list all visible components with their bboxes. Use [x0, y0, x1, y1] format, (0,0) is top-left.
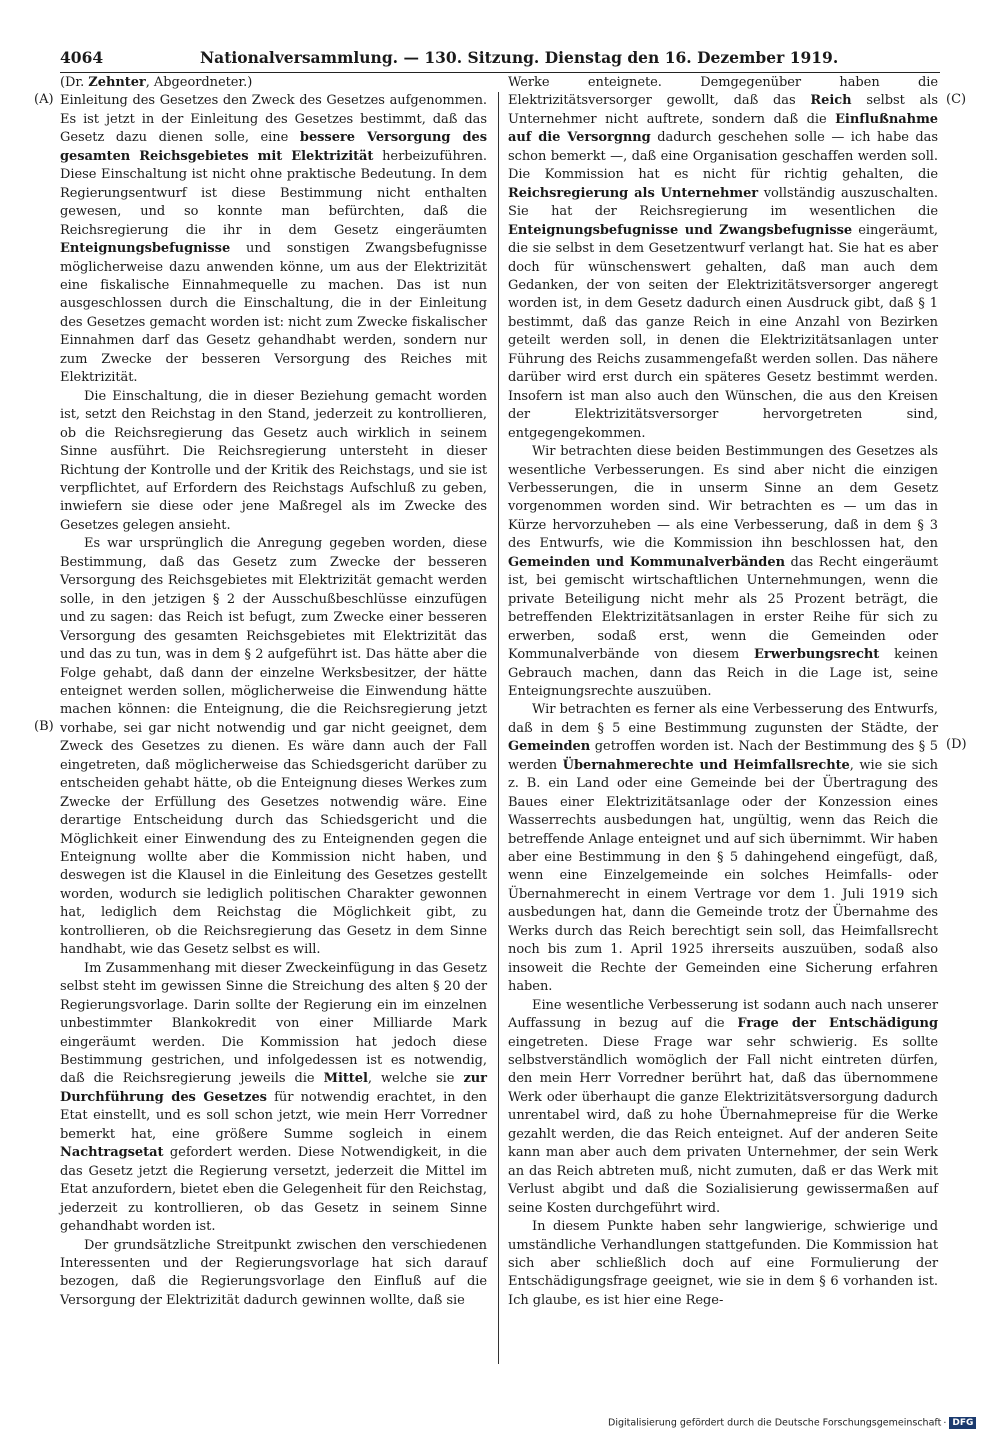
paragraph	[508, 1218, 938, 1310]
paragraph	[60, 388, 487, 536]
right-column	[508, 74, 938, 1310]
bold-phrase: Mittel	[323, 1071, 368, 1087]
paragraph	[508, 74, 938, 443]
paragraph	[60, 535, 487, 959]
bold-phrase: Frage der Entschädigung	[737, 1016, 938, 1032]
left-column	[60, 74, 487, 1310]
text-run: und sonstigen Zwangsbefugnisse möglicherweise dazu anwenden könne, um aus der Elektrizität eine fiskalische Einnahmequelle zu machen. Das ist nun ausgeschlossen durch die Einschaltung, die in der Einleitung des Gesetzes gemacht worden ist: nicht zum Zwecke fiskalischer Einnahmen darf das Gesetz gehandhabt werden, sondern nur zum Zwecke der besseren Versorgung des Reiches mit Elektrizität.	[60, 241, 487, 386]
text-run: , Abgeordneter.)	[145, 75, 253, 90]
bold-phrase: Reichsregierung als Unternehmer	[508, 185, 759, 201]
page-number: 4064	[60, 48, 104, 67]
text-run: Wir betrachten diese beiden Bestimmungen des Gesetzes als wesentliche Verbesserungen. Es sind aber nicht die einzigen Verbesserungen, die in unserm Sinne an dem Gesetz vorgenommen worden sind. Wir betrachten es — um das in Kürze hervorzuheben — als eine Verbesserung, daß in dem § 3 des Entwurfs, wie die Kommission ihn beschlossen hat, den	[508, 444, 938, 552]
bold-phrase: zur Durchführung des Gesetzes	[60, 1071, 487, 1105]
text-run: , welche sie	[367, 1071, 464, 1087]
running-head: Nationalversammlung. — 130. Sitzung. Dienstag den 16. Dezember 1919.	[200, 48, 839, 67]
bold-phrase: Zehnter	[88, 75, 146, 90]
text-run: Es war ursprünglich die Anregung gegeben worden, diese Bestimmung, daß das Gesetz zum Zwecke der besseren Versorgung des Reichsgebietes mit Elektrizität gemacht werden solle, in den jetzigen § 2 der Ausschußbeschlüsse einzufügen und zu sagen: das Reich ist befugt, zum Zwecke einer besseren Versorgung des gesamten Reichsgebietes mit Elektrizität das und das zu tun, was in dem § 2 aufgeführt ist. Das hätte aber die Folge gehabt, daß dann der einzelne Werksbesitzer, der hätte enteignet werden sollen, möglicherweise die Einwendung hätte machen können: die Enteignung, die die Reichsregierung jetzt vorhabe, sei gar nicht notwendig und gar nicht geeignet, dem Zweck des Gesetzes zu dienen. Es wäre dann auch der Fall eingetreten, daß möglicherweise das Schiedsgericht darüber zu entscheiden gehabt hätte, ob die Enteignung dieses Werkes zum Zwecke der Erfüllung des Gesetzes notwendig wäre. Eine derartige Entscheidung durch das Schiedsgericht und die Möglichkeit einer Einwendung des zu Enteignenden gegen die Enteignung wollte aber die Kommission nicht haben, und deswegen ist die Klausel in die Einleitung des Gesetzes gestellt worden, wodurch sie lediglich politischen Charakter gewonnen hat, lediglich dem Reichstag die Möglichkeit gibt, zu kontrollieren, ob die Reichsregierung das Gesetz in dem Sinne handhabt, wie das Gesetz selbst es will.	[60, 536, 487, 958]
column-divider	[498, 92, 499, 1364]
footer-text: Digitalisierung gefördert durch die Deutsche Forschungsgemeinschaft	[608, 1417, 942, 1429]
text-run: In diesem Punkte haben sehr langwierige, schwierige und umständliche Verhandlungen stattgefunden. Die Kommission hat sich aber schließlich doch auf eine Formulierung der Entschädigungsfrage geeignet, wie sie in dem § 6 vorhanden ist. Ich glaube, es ist hier eine Rege-	[508, 1219, 938, 1308]
bold-phrase: Nachtragsetat	[60, 1145, 164, 1161]
text-run: vollständig auszuschalten. Sie hat der Reichsregierung im wesentlichen die	[508, 185, 938, 220]
text-run: eingeräumt, die sie selbst in dem Gesetzentwurf verlangt hat. Sie hat es aber doch für wünschenswert gehalten, daß man auch dem Gedanken, der von seiten der Elektrizitätsversorger angeregt worden ist, in dem Gesetz dadurch einen Ausdruck gibt, daß § 1 bestimmt, daß das ganze Reich in eine Anzahl von Bezirken geteilt werden soll, in denen die Elektrizitätsanlagen unter Führung des Reichs zusammengefaßt werden sollen. Das nähere darüber wird erst durch ein späteres Gesetz bestimmt werden. Insofern ist man also auch den Wünschen, die aus den Kreisen der Elektrizitätsversorger hervorgetreten sind, entgegengekommen.	[508, 222, 938, 441]
margin-mark-b: (B)	[34, 719, 54, 734]
text-run: gefordert werden. Diese Notwendigkeit, in die das Gesetz jetzt die Regierung versetzt, jederzeit die Mittel im Etat anzufordern, bietet eben die Gelegenheit für den Reichstag, jederzeit zu kontrollieren, ob das Gesetz in seinem Sinne gehandhabt worden ist.	[60, 1145, 487, 1235]
margin-mark-a: (A)	[34, 92, 54, 107]
bold-phrase: Reich	[810, 93, 852, 109]
bold-phrase: Gemeinden	[508, 739, 591, 755]
bold-phrase: Enteignungsbefugnisse und Zwangsbefugnisse	[508, 222, 853, 238]
text-run: Einleitung des Gesetzes den Zweck des Gesetzes aufgenommen. Es ist jetzt in der Einleitung des Gesetzes bestimmt, daß das Gesetz dazu dienen solle, eine	[60, 93, 487, 146]
text-run: getroffen worden ist. Nach der Bestimmung des § 5 werden	[508, 739, 938, 773]
header-rule	[60, 72, 940, 73]
text-run: Eine wesentliche Verbesserung ist sodann auch nach unserer Auffassung in bezug auf die	[508, 997, 938, 1032]
paragraph	[508, 701, 938, 996]
bold-phrase: Einflußnahme auf die Versorgnng	[508, 111, 938, 146]
text-run: dadurch geschehen solle — ich habe das schon bemerkt —, daß eine Organisation geschaffen werden soll. Die Kommission hat es nicht für richtig gehalten, die	[508, 130, 938, 183]
text-run: keinen Gebrauch machen, dann das Reich in die Lage ist, seine Enteignungsrechte auszuüben.	[508, 647, 939, 699]
digitization-footer: Digitalisierung gefördert durch die Deutsche Forschungsgemeinschaft · DFG	[608, 1417, 988, 1431]
page-header	[60, 48, 940, 70]
text-run: Die Einschaltung, die in dieser Beziehung gemacht worden ist, setzt den Reichstag in den Stand, jederzeit zu kontrollieren, ob die Reichsregierung das Gesetz auch wirklich in seinem Sinne ausführt. Die Reichsregierung untersteht in dieser Richtung der Kontrolle und der Kritik des Reichstags, und sie ist verpflichtet, auf Erfordern des Reichstags Aufschluß zu geben, inwiefern sie diese oder jene Maßregel als im Zwecke des Gesetzes gelegen ansieht.	[60, 388, 487, 533]
bold-phrase: bessere Versorgung des gesamten Reichsgebietes mit Elektrizität	[60, 130, 487, 164]
text-run: Der grundsätzliche Streitpunkt zwischen den verschiedenen Interessenten und der Regierungsvorlage hat sich darauf bezogen, daß die Regierungsvorlage den Einfluß auf die Versorgung der Elektrizität dadurch gewinnen wollte, daß sie	[60, 1237, 487, 1308]
text-run: Werke enteignete. Demgegenüber haben die Elektrizitätsversorger gewollt, daß das	[508, 75, 938, 109]
text-run: (Dr.	[60, 75, 89, 90]
margin-mark-c: (C)	[946, 92, 967, 107]
paragraph	[60, 960, 487, 1237]
text-run: eingetreten. Diese Frage war sehr schwierig. Es sollte selbstverständlich womöglich der Fall nicht eintreten dürfen, den mein Herr Vorredner berührt hat, daß das übernommene Werk oder überhaupt die ganze Elektrizitätsversorgung dadurch unrentabel wird, daß zu hohe Übernahmepreise für die Werke gezahlt werden, die das Reich enteignet. Auf der anderen Seite kann man aber auch dem privaten Unternehmer, der sein Werk an das Reich abtreten muß, nicht zumuten, daß er das Werk mit Verlust abgibt und daß die Sozialisierung gewissermaßen auf seine Kosten durchgeführt wird.	[508, 1034, 938, 1216]
text-run: für notwendig erachtet, in den Etat einstellt, und es soll schon jetzt, wie mein Herr Vorredner bemerkt hat, eine größere Summe sogleich in einem	[60, 1089, 487, 1142]
text-run: selbst als Unternehmer nicht auftrete, sondern daß die	[508, 93, 938, 127]
paragraph	[508, 997, 938, 1218]
paragraph	[60, 92, 487, 387]
bold-phrase: Übernahmerechte und Heimfallsrechte	[562, 757, 850, 773]
bold-phrase: Gemeinden und Kommunalverbänden	[508, 554, 785, 570]
bold-phrase: Enteignungsbefugnisse	[60, 241, 231, 257]
text-run: Wir betrachten es ferner als eine Verbesserung des Entwurfs, daß in dem § 5 eine Bestimmung zugunsten der Städte, der	[508, 702, 938, 736]
text-run: das Recht eingeräumt ist, bei gemischt wirtschaftlichen Unternehmungen, wenn die private Beteiligung nicht mehr als 25 Prozent beträgt, die betreffenden Elektrizitätsanlagen in erster Reihe für sich zu erwerben, sodaß erst, wenn die Gemeinden oder Kommunalverbände von diesem	[508, 554, 939, 663]
speaker-attribution	[60, 74, 487, 92]
text-run: herbeizuführen. Diese Einschaltung ist nicht ohne praktische Bedeutung. In dem Regierungsentwurf ist diese Bestimmung nicht enthalten gewesen, und so konnte man befürchten, daß die Reichsregierung die ihr in dem Gesetz eingeräumten	[60, 148, 487, 238]
margin-mark-d: (D)	[946, 737, 967, 752]
text-run: Im Zusammenhang mit dieser Zweckeinfügung in das Gesetz selbst steht im gewissen Sinne die Streichung des alten § 20 der Regierungsvorlage. Darin sollte der Regierung ein im einzelnen unbestimmter Blankokredit von einer Milliarde Mark eingeräumt werden. Die Kommission hat jedoch diese Bestimmung gestrichen, und infolgedessen ist es notwendig, daß die Reichsregierung jeweils die	[60, 960, 487, 1087]
text-run: , wie sie sich z. B. ein Land oder eine Gemeinde bei der Übertragung des Baues einer Elektrizitätsanlage oder der Konzession eines Wasserrechts ausbedungen hat, ungültig, wenn das Reich die betreffende Anlage enteignet und auf sich übernimmt. Wir haben aber eine Bestimmung in den § 5 dahingehend eingefügt, daß, wenn eine Einzelgemeinde ein solches Heimfalls- oder Übernahmerecht in einem Vertrage vor dem 1. Juli 1919 sich ausbedungen hat, dann die Gemeinde trotz der Übernahme des Werks durch das Reich berechtigt sein soll, das Heimfallsrecht noch bis zum 1. April 1925 ihrerseits auszuüben, sodaß also insoweit die Rechte der Gemeinden eine Sicherung erfahren haben.	[508, 757, 938, 995]
paragraph	[508, 443, 938, 701]
dfg-logo: DFG	[949, 1417, 976, 1429]
bold-phrase: Erwerbungsrecht	[754, 647, 880, 663]
paragraph	[60, 1237, 487, 1311]
